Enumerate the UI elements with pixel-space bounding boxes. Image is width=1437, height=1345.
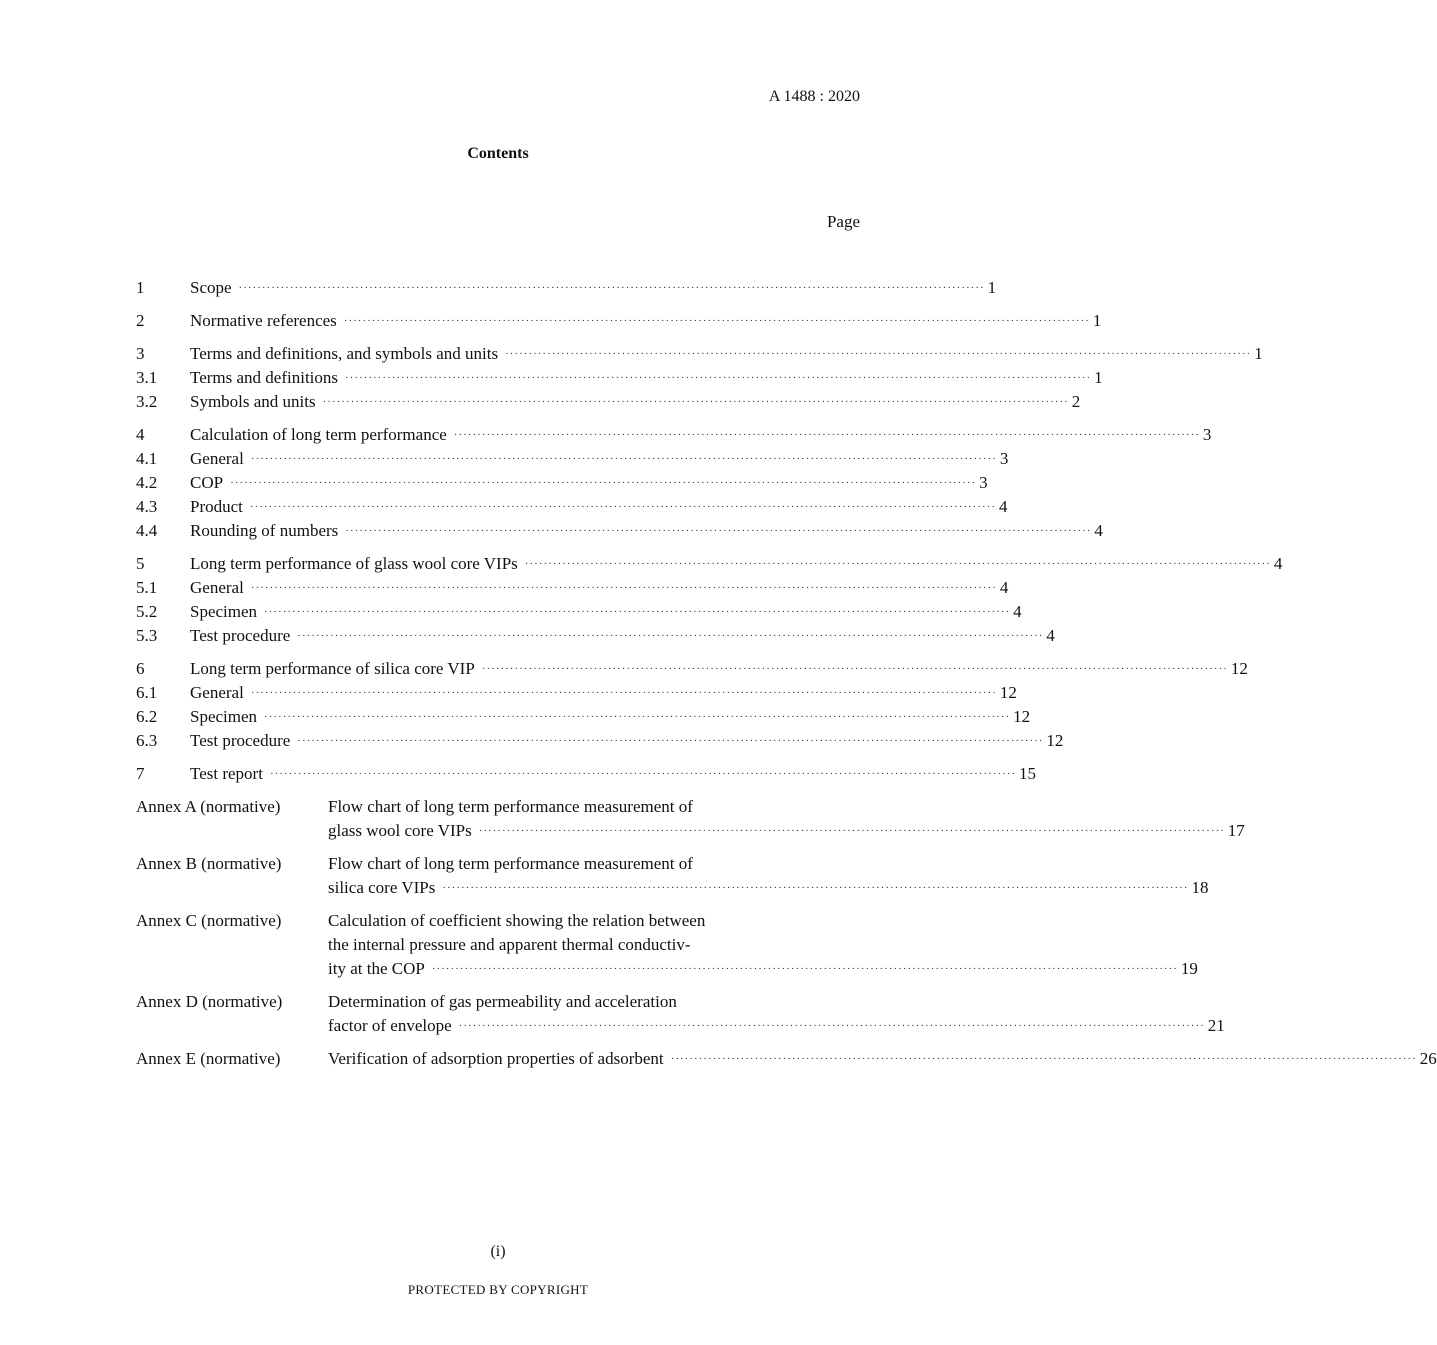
toc-entry[interactable] (136, 681, 1017, 705)
leader-dots (264, 600, 1010, 624)
toc-entry-number: 5.2 (136, 602, 158, 621)
toc-entry-title: Symbols and units (190, 392, 316, 411)
annex-title-line: Determination of gas permeability and acceleration (328, 992, 677, 1011)
toc-entry-page: 3 (979, 473, 988, 492)
toc-entry-number: 5.1 (136, 578, 158, 597)
annex-title-line: Verification of adsorption properties of adsorbent (328, 1049, 664, 1068)
annex-title-line: factor of envelope (328, 1016, 452, 1035)
toc-entry-title: General (190, 683, 244, 702)
toc-entry[interactable] (136, 600, 1022, 624)
toc-entry[interactable] (136, 624, 1055, 648)
annex-label: Annex E (normative) (136, 1049, 281, 1068)
toc-entry-number: 4.4 (136, 521, 158, 540)
toc-entry-page: 4 (1273, 554, 1283, 573)
toc-entry-page: 1 (987, 278, 997, 297)
leader-dots (454, 423, 1200, 447)
toc-entry-title: Terms and definitions, and symbols and units (190, 344, 499, 363)
toc-entry-title: General (190, 449, 244, 468)
toc-entry-page: 3 (999, 449, 1009, 468)
toc-entry-title: Product (190, 497, 243, 516)
leader-dots (459, 1014, 1205, 1038)
toc-entry-page: 4 (1094, 521, 1103, 540)
toc-entry-page: 12 (1013, 707, 1031, 726)
toc-entry-title: Normative references (190, 311, 337, 330)
toc-entry[interactable] (136, 576, 1009, 600)
toc-entry-page: 4 (998, 497, 1008, 516)
footer-page-number: (i) (490, 1243, 506, 1260)
annex-title (328, 909, 1198, 981)
table-of-contents (136, 276, 1437, 1071)
annex-entry[interactable] (136, 795, 1245, 843)
copyright-notice: PROTECTED BY COPYRIGHT (407, 1282, 589, 1297)
annex-title-line: Flow chart of long term performance measurement of (328, 854, 693, 873)
toc-entry-title: COP (190, 473, 224, 492)
toc-entry-number: 7 (136, 764, 145, 783)
annex-entry[interactable] (136, 1047, 1437, 1071)
toc-entry[interactable] (136, 276, 997, 300)
annex-entry[interactable] (136, 852, 1209, 900)
toc-entry[interactable] (136, 423, 1212, 447)
toc-entry[interactable] (136, 552, 1283, 576)
toc-entry-number: 4 (136, 425, 145, 444)
leader-dots (525, 552, 1271, 576)
annex-entry[interactable] (136, 909, 1198, 981)
leader-dots (251, 576, 997, 600)
toc-entry-number: 3.1 (136, 368, 158, 387)
toc-entry-title: Test report (190, 764, 263, 783)
leader-dots (251, 447, 997, 471)
toc-entry-number: 1 (136, 278, 145, 297)
toc-entry[interactable] (136, 705, 1031, 729)
annex-page: 26 (1419, 1049, 1437, 1068)
leader-dots (482, 657, 1228, 681)
annex-title (328, 852, 1208, 900)
annex-title-line: Flow chart of long term performance measurement of (328, 797, 693, 816)
annex-label: Annex D (normative) (136, 992, 283, 1011)
toc-entry-title: Test procedure (190, 626, 291, 645)
toc-entry-number: 4.3 (136, 497, 158, 516)
leader-dots (239, 276, 985, 300)
toc-entry-title: Long term performance of glass wool core VIPs (190, 554, 518, 573)
toc-entry-title: Specimen (190, 707, 258, 726)
leader-dots (297, 624, 1043, 648)
toc-entry-page: 2 (1071, 392, 1081, 411)
leader-dots (345, 366, 1091, 390)
toc-entry-page: 4 (999, 578, 1009, 597)
leader-dots (270, 762, 1016, 786)
annex-title-line: silica core VIPs (328, 878, 436, 897)
toc-entry-title: Specimen (190, 602, 258, 621)
leader-dots (505, 342, 1251, 366)
toc-entry[interactable] (136, 342, 1263, 366)
annex-page: 19 (1180, 959, 1198, 978)
toc-entry[interactable] (136, 471, 988, 495)
leader-dots (297, 729, 1043, 753)
annex-label: Annex B (normative) (136, 854, 282, 873)
annex-title-line: Calculation of coefficient showing the relation between (328, 911, 706, 930)
toc-entry[interactable] (136, 390, 1081, 414)
page-column-label: Page (826, 212, 860, 231)
toc-entry-title: Calculation of long term performance (190, 425, 447, 444)
toc-entry-number: 3 (136, 344, 145, 363)
toc-entry-number: 5 (136, 554, 145, 573)
leader-dots (251, 681, 997, 705)
toc-entry-page: 1 (1254, 344, 1263, 363)
toc-entry-number: 4.1 (136, 449, 158, 468)
annex-title-line: ity at the COP (328, 959, 425, 978)
toc-entry[interactable] (136, 495, 1008, 519)
leader-dots (442, 876, 1188, 900)
leader-dots (344, 309, 1090, 333)
leader-dots (230, 471, 976, 495)
toc-entry-number: 6.1 (136, 683, 158, 702)
annex-label: Annex A (normative) (136, 797, 281, 816)
toc-entry-page: 15 (1019, 764, 1037, 783)
leader-dots (345, 519, 1091, 543)
toc-entry-page: 3 (1202, 425, 1212, 444)
toc-entry[interactable] (136, 309, 1102, 333)
toc-entry-title: Long term performance of silica core VIP (190, 659, 475, 678)
annex-title (328, 795, 1245, 843)
toc-entry-page: 12 (1046, 731, 1064, 750)
toc-entry-title: Scope (190, 278, 232, 297)
toc-entry-number: 4.2 (136, 473, 158, 492)
toc-entry-number: 6 (136, 659, 145, 678)
document-number: A 1488 : 2020 (768, 88, 860, 105)
toc-entry-page: 1 (1092, 311, 1102, 330)
annex-entry[interactable] (136, 990, 1225, 1038)
annex-title (328, 990, 1225, 1038)
annex-page: 21 (1207, 1016, 1225, 1035)
toc-entry[interactable] (136, 729, 1064, 753)
toc-entry-page: 4 (1046, 626, 1055, 645)
toc-entry[interactable] (136, 519, 1103, 543)
leader-dots (250, 495, 996, 519)
toc-entry-number: 6.3 (136, 731, 158, 750)
leader-dots (671, 1047, 1417, 1071)
leader-dots (432, 957, 1178, 981)
toc-entry-title: General (190, 578, 244, 597)
toc-entry-page: 4 (1013, 602, 1022, 621)
annex-title-line: the internal pressure and apparent thermal conductiv- (328, 935, 691, 954)
annex-page: 17 (1227, 821, 1245, 840)
toc-entry-number: 3.2 (136, 392, 158, 411)
toc-entry-number: 2 (136, 311, 145, 330)
leader-dots (479, 819, 1225, 843)
annex-title-line: glass wool core VIPs (328, 821, 472, 840)
toc-entry-number: 6.2 (136, 707, 158, 726)
toc-entry[interactable] (136, 762, 1037, 786)
toc-entry-page: 1 (1094, 368, 1103, 387)
toc-entry[interactable] (136, 447, 1009, 471)
annex-label: Annex C (normative) (136, 911, 282, 930)
toc-entry-page: 12 (999, 683, 1017, 702)
annex-page: 18 (1191, 878, 1209, 897)
toc-entry-title: Test procedure (190, 731, 291, 750)
toc-entry-title: Terms and definitions (190, 368, 339, 387)
toc-entry-title: Rounding of numbers (190, 521, 339, 540)
toc-entry[interactable] (136, 657, 1248, 681)
toc-entry[interactable] (136, 366, 1103, 390)
contents-heading: Contents (467, 145, 529, 162)
toc-entry-number: 5.3 (136, 626, 158, 645)
leader-dots (264, 705, 1010, 729)
toc-entry-page: 12 (1230, 659, 1248, 678)
leader-dots (323, 390, 1069, 414)
annex-title (328, 1047, 1437, 1071)
